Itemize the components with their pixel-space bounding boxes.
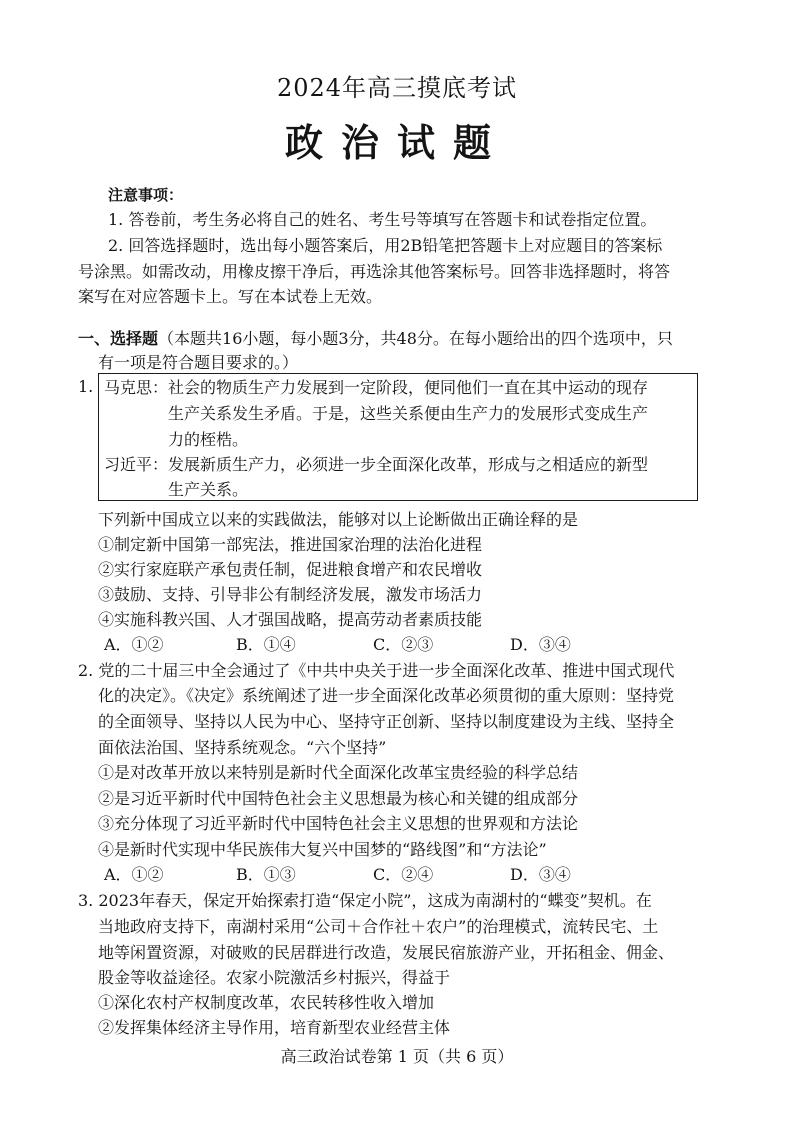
question-3-line-2: 当地政府支持下，南湖村采用“公司＋合作社＋农户”的治理模式，流转民宅、土 xyxy=(98,917,659,936)
section-heading xyxy=(78,331,673,347)
question-3-line-1: 3. 2023年春天，保定开始探索打造“保定小院”，这成为南湖村的“蝶变”契机。在 xyxy=(78,891,652,910)
question-3-line-4: 股金等收益途径。农家小院激活乡村振兴，得益于 xyxy=(98,968,451,987)
quote-2-line-2: 生产关系。 xyxy=(168,480,249,499)
question-1-choice-c: C．②③ xyxy=(373,635,434,654)
question-1-statement-4: ④实施科教兴国、人才强国战略，提高劳动者素质技能 xyxy=(98,610,483,629)
quote-1-line-3: 力的桎梏。 xyxy=(168,430,249,449)
question-2-statement-3: ③充分体现了习近平新时代中国特色社会主义思想的世界观和方法论 xyxy=(98,814,579,833)
exam-title: 2024年高三摸底考试 xyxy=(276,74,518,102)
question-1-choice-a: A．①② xyxy=(104,635,164,654)
quote-1-line-2: 生产关系发生矛盾。于是，这些关系便由生产力的发展形式变成生产 xyxy=(168,404,649,423)
question-2-choice-d: D．③④ xyxy=(510,865,571,884)
notice-heading: 注意事项： xyxy=(108,186,184,204)
question-3-statement-2: ②发挥集体经济主导作用，培育新型农业经营主体 xyxy=(98,1018,451,1037)
section-description: （本题共16小题，每小题3分，共48分。在每小题给出的四个选项中，只 xyxy=(158,329,673,348)
notice-item-1: 1. 答卷前，考生务必将自己的姓名、考生号等填写在答题卡和试卷指定位置。 xyxy=(108,210,657,229)
question-1-statement-3: ③鼓励、支持、引导非公有制经济发展，激发市场活力 xyxy=(98,585,483,604)
subject-title: 政治试题 xyxy=(284,120,509,165)
page-footer: 高三政治试卷第 1 页（共 6 页） xyxy=(280,1047,514,1066)
question-2-statement-4: ④是新时代实现中华民族伟大复兴中国梦的“路线图”和“方法论” xyxy=(98,840,547,859)
quote-1-line-1: 社会的物质生产力发展到一定阶段，便同他们一直在其中运动的现存 xyxy=(168,378,649,397)
question-2-statement-2: ②是习近平新时代中国特色社会主义思想最为核心和关键的组成部分 xyxy=(98,789,579,808)
question-2-statement-1: ①是对改革开放以来特别是新时代全面深化改革宝贵经验的科学总结 xyxy=(98,763,579,782)
question-1-stem: 下列新中国成立以来的实践做法，能够对以上论断做出正确诠释的是 xyxy=(98,510,579,529)
question-2-choice-a: A．①② xyxy=(104,865,164,884)
question-1-choice-d: D．③④ xyxy=(510,635,571,654)
quote-1-speaker: 马克思： xyxy=(104,378,169,397)
question-2-line-4: 面依法治国、坚持系统观念。“六个坚持” xyxy=(98,738,387,757)
question-2-line-3: 的全面领导、坚持以人民为中心、坚持守正创新、坚持以制度建设为主线、坚持全 xyxy=(98,712,675,731)
question-1-choice-b: B．①④ xyxy=(236,635,296,654)
question-2-line-1: 2. 党的二十届三中全会通过了《中共中央关于进一步全面深化改革、推进中国式现代 xyxy=(78,661,675,680)
question-2-line-2: 化的决定》。《决定》系统阐述了进一步全面深化改革必须贯彻的重大原则：坚持党 xyxy=(98,686,675,705)
section-description-line-2: 有一项是符合题目要求的。） xyxy=(98,353,299,372)
section-label: 一、选择题 xyxy=(78,329,159,348)
question-1-number: 1. xyxy=(78,377,94,396)
notice-item-2-line-1: 2. 回答选择题时，选出每小题答案后，用2B铅笔把答题卡上对应题目的答案标 xyxy=(108,236,663,255)
question-3-statement-1: ①深化农村产权制度改革，农民转移性收入增加 xyxy=(98,993,435,1012)
question-1-statement-1: ①制定新中国第一部宪法，推进国家治理的法治化进程 xyxy=(98,535,483,554)
notice-item-2-line-3: 案写在对应答题卡上。写在本试卷上无效。 xyxy=(78,287,383,306)
notice-item-2-line-2: 号涂黑。如需改动，用橡皮擦干净后，再选涂其他答案标号。回答非选择题时，将答 xyxy=(78,262,671,281)
question-1-statement-2: ②实行家庭联产承包责任制，促进粮食增产和农民增收 xyxy=(98,560,483,579)
question-2-choice-b: B．①③ xyxy=(236,865,296,884)
question-3-line-3: 地等闲置资源，对破败的民居群进行改造，发展民宿旅游产业，开拓租金、佣金、 xyxy=(98,943,675,962)
quote-2-line-1: 发展新质生产力，必须进一步全面深化改革，形成与之相适应的新型 xyxy=(168,455,649,474)
question-2-choice-c: C．②④ xyxy=(373,865,434,884)
quote-2-speaker: 习近平： xyxy=(104,455,169,474)
